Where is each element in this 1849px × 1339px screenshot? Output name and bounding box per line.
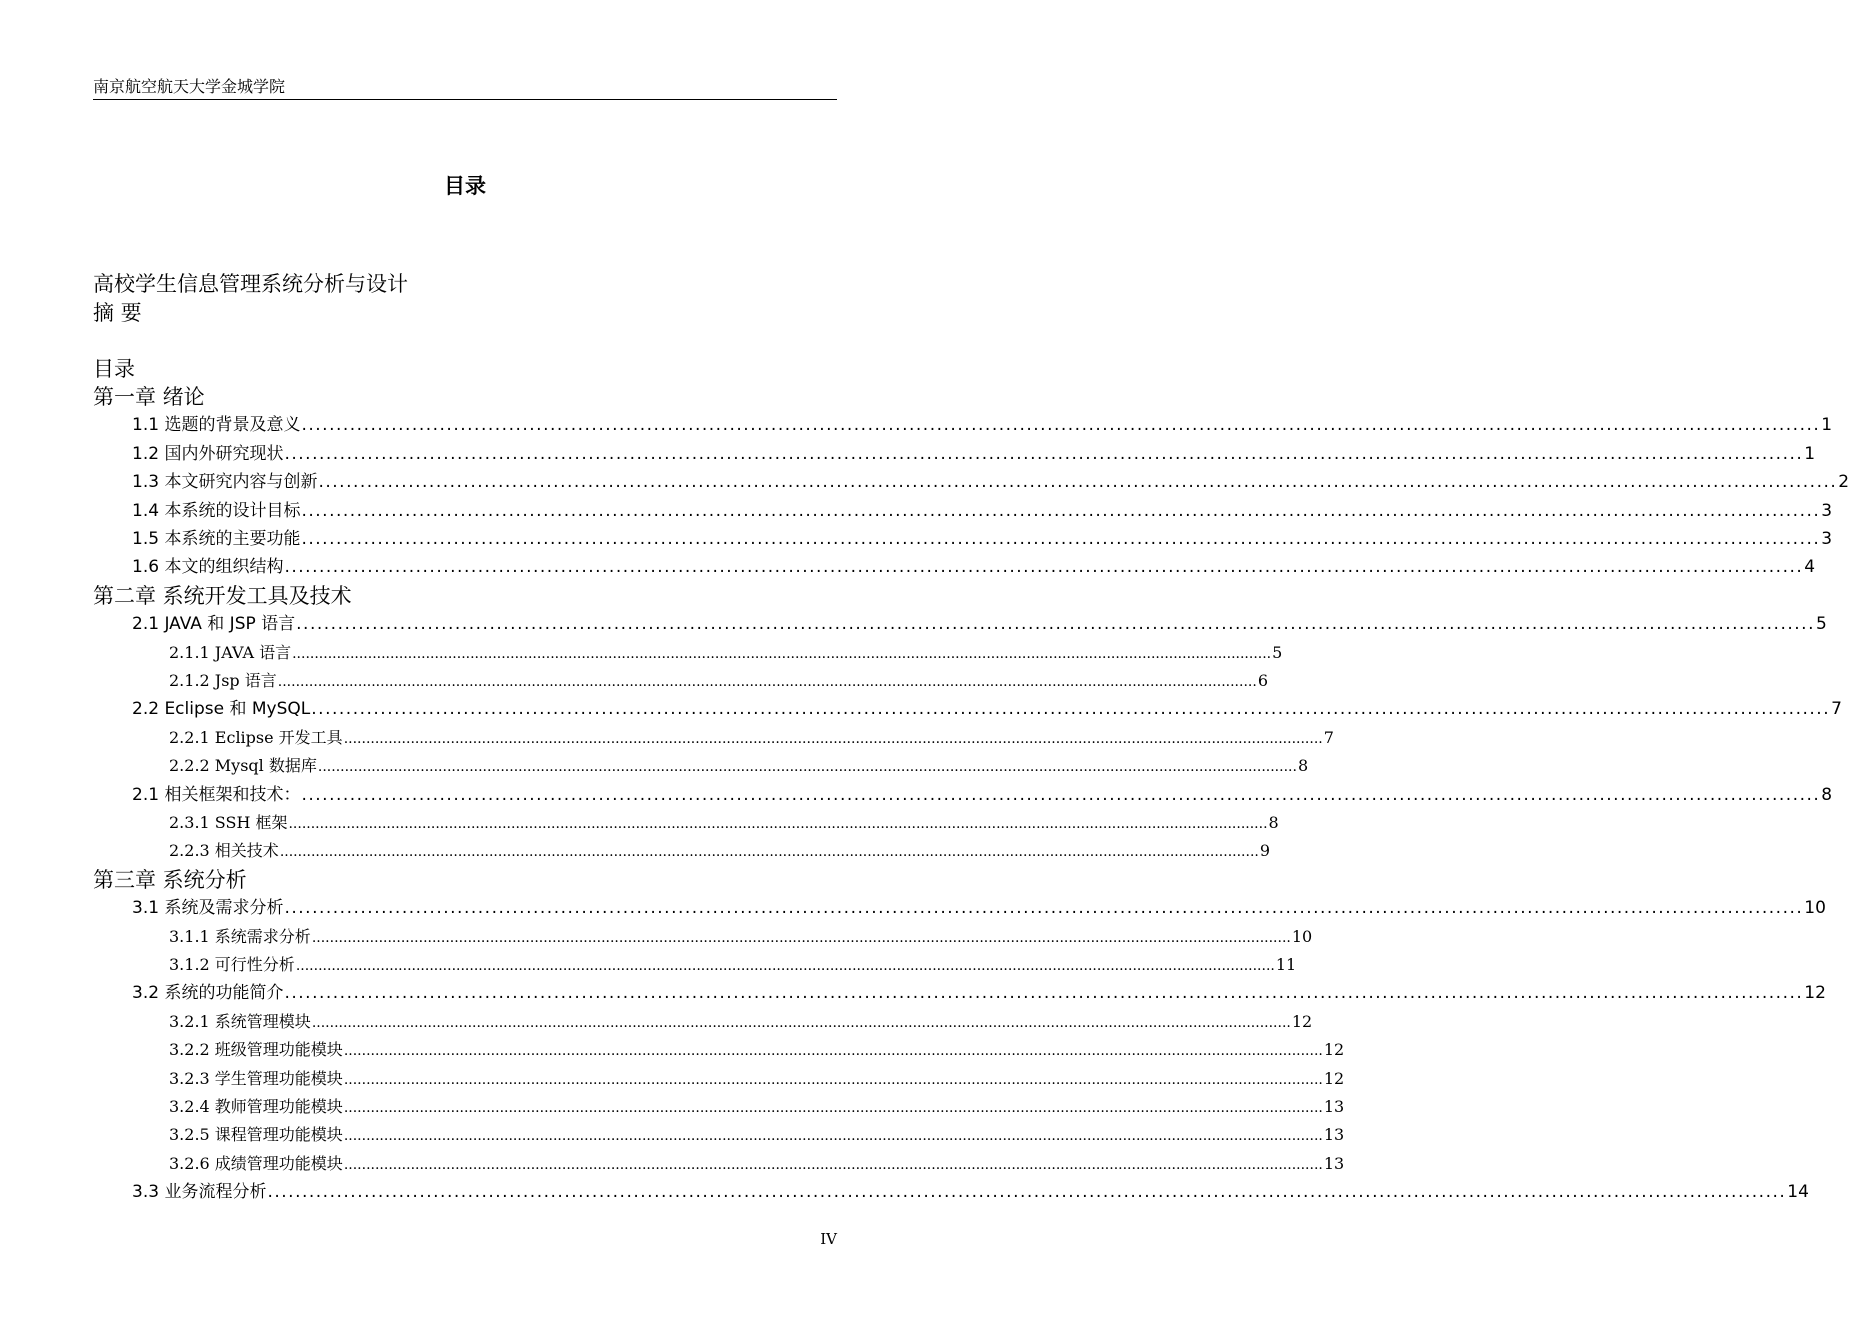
toc-section[interactable] [132, 468, 1849, 496]
toc-page-number: 6 [1257, 671, 1268, 690]
toc-entry-label: 3.2.5 课程管理功能模块 [169, 1125, 343, 1145]
toc-dot-leader: ............................................................................................................................................................................................................................ [295, 958, 1275, 974]
page-title: 目录 [444, 174, 486, 198]
toc-page-number: 3 [1821, 500, 1833, 521]
toc-entry-label: 3.3 业务流程分析 [132, 1182, 267, 1203]
toc-page-number: 1 [1804, 443, 1816, 464]
toc-page-number: 14 [1787, 1182, 1809, 1203]
toc-section[interactable] [132, 440, 1816, 468]
toc-dot-leader: ............................................................................................................................................................................................................................ [279, 844, 1259, 861]
toc-dot-leader: ............................................................................................................................................................................................................................ [343, 730, 1323, 747]
toc-dot-leader: ............................................................................................................................................................................................................................ [343, 1100, 1323, 1116]
toc-page-number: 8 [1297, 756, 1309, 776]
header-institution: 南京航空航天大学金城学院 [93, 77, 286, 96]
toc-subsection[interactable] [169, 639, 1283, 668]
toc-page-number: 13 [1323, 1097, 1345, 1116]
toc-entry-label: 3.1 系统及需求分析 [132, 898, 284, 919]
toc-entry-label: 1.4 本系统的设计目标 [132, 500, 301, 521]
toc-dot-leader: ............................................................................................................................................................................................................................ [301, 415, 1821, 436]
toc-entry-label: 2.2.1 Eclipse 开发工具 [169, 727, 343, 747]
toc-subsection[interactable] [169, 724, 1334, 753]
toc-subsection[interactable] [169, 1065, 1345, 1094]
toc-entry-label: 3.2.1 系统管理模块 [169, 1011, 311, 1031]
toc-page-number: 8 [1268, 813, 1279, 832]
toc-dot-leader: ............................................................................................................................................................................................................................ [301, 500, 1821, 521]
toc-page-number: 13 [1323, 1125, 1345, 1145]
abstract-entry[interactable]: 摘 要 [93, 301, 142, 325]
toc-entry-label: 3.2.3 学生管理功能模块 [169, 1068, 343, 1088]
toc-section[interactable] [132, 525, 1833, 553]
toc-subsection[interactable] [169, 809, 1279, 838]
toc-dot-leader: ............................................................................................................................................................................................................................ [317, 759, 1297, 776]
toc-entry-label: 2.1 相关框架和技术： [132, 784, 301, 805]
toc-section[interactable] [132, 1178, 1809, 1206]
toc-subsection[interactable] [169, 667, 1268, 696]
contents-entry[interactable]: 目录 [93, 357, 135, 381]
toc-page-number: 13 [1323, 1153, 1345, 1173]
toc-entry-label: 2.2.3 相关技术 [169, 841, 279, 861]
toc-dot-leader: ............................................................................................................................................................................................................................ [343, 1043, 1323, 1060]
toc-dot-leader: ............................................................................................................................................................................................................................ [301, 784, 1821, 805]
toc-chapter[interactable] [93, 582, 837, 610]
toc-dot-leader: ............................................................................................................................................................................................................................ [343, 1156, 1323, 1173]
toc-entry-label: 3.1.1 系统需求分析 [169, 926, 311, 946]
toc-entry-label: 1.5 本系统的主要功能 [132, 529, 301, 549]
toc-entry-label: 1.6 本文的组织结构 [132, 557, 284, 578]
toc-dot-leader: ............................................................................................................................................................................................................................ [277, 674, 1257, 690]
toc-dot-leader: ............................................................................................................................................................................................................................ [311, 699, 1831, 720]
toc-page-number: 12 [1804, 983, 1826, 1004]
toc-dot-leader: ............................................................................................................................................................................................................................ [284, 557, 1804, 578]
toc-dot-leader: ............................................................................................................................................................................................................................ [343, 1128, 1323, 1145]
toc-section[interactable] [132, 553, 1816, 581]
toc-entry-label: 第一章 绪论 [93, 385, 205, 409]
toc-entry-label: 3.1.2 可行性分析 [169, 955, 295, 974]
toc-entry-label: 3.2.6 成绩管理功能模块 [169, 1153, 343, 1173]
toc-entry-label: 1.3 本文研究内容与创新 [132, 472, 318, 493]
toc-chapter[interactable] [93, 866, 837, 894]
footer-page-number: IV [820, 1230, 837, 1248]
toc-section[interactable] [132, 497, 1833, 525]
toc-dot-leader: ............................................................................................................................................................................................................................ [318, 472, 1838, 493]
toc-page-number: 12 [1291, 1011, 1313, 1031]
toc-page-number: 3 [1821, 529, 1833, 549]
toc-page-number: 12 [1323, 1040, 1345, 1060]
toc-entry-label: 2.1 JAVA 和 JSP 语言 [132, 614, 296, 635]
toc-dot-leader: ............................................................................................................................................................................................................................ [311, 1014, 1291, 1031]
toc-entry-label: 2.2.2 Mysql 数据库 [169, 756, 317, 776]
toc-page-number: 11 [1275, 955, 1297, 974]
toc-subsection[interactable] [169, 1036, 1345, 1065]
toc-entry-label: 2.2 Eclipse 和 MySQL [132, 699, 311, 720]
toc-dot-leader: ............................................................................................................................................................................................................................ [311, 929, 1291, 946]
toc-dot-leader: ............................................................................................................................................................................................................................ [267, 1182, 1787, 1203]
toc-entry-label: 3.2 系统的功能简介 [132, 983, 284, 1004]
toc-entry-label: 2.3.1 SSH 框架 [169, 813, 288, 832]
toc-dot-leader: ............................................................................................................................................................................................................................ [292, 645, 1272, 662]
toc-page-number: 12 [1323, 1068, 1345, 1088]
toc-entry-label: 3.2.4 教师管理功能模块 [169, 1097, 343, 1116]
toc-page-number: 8 [1821, 784, 1833, 805]
toc-entry-label: 2.1.1 JAVA 语言 [169, 642, 292, 662]
toc-subsection[interactable] [169, 752, 1309, 781]
toc-subsection[interactable] [169, 923, 1313, 952]
toc-entry-label: 1.2 国内外研究现状 [132, 443, 284, 464]
toc-chapter[interactable] [93, 383, 837, 411]
toc-entry-label: 第二章 系统开发工具及技术 [93, 583, 352, 608]
toc-dot-leader: ............................................................................................................................................................................................................................ [284, 983, 1804, 1004]
toc-subsection[interactable] [169, 951, 1297, 980]
toc-dot-leader: ............................................................................................................................................................................................................................ [284, 898, 1804, 919]
toc-page-number: 5 [1272, 642, 1283, 662]
toc-entry-label: 2.1.2 Jsp 语言 [169, 671, 277, 690]
toc-page-number: 5 [1815, 614, 1827, 635]
toc-section[interactable] [132, 610, 1827, 638]
toc-section[interactable] [132, 979, 1826, 1007]
toc-dot-leader: ............................................................................................................................................................................................................................ [343, 1071, 1323, 1088]
toc-subsection[interactable] [169, 1150, 1345, 1179]
toc-dot-leader: ............................................................................................................................................................................................................................ [288, 816, 1268, 832]
toc-dot-leader: ............................................................................................................................................................................................................................ [284, 443, 1804, 464]
toc-page-number: 7 [1831, 699, 1842, 720]
toc-entry-label: 第三章 系统分析 [93, 867, 247, 892]
toc-section[interactable] [132, 411, 1833, 439]
toc-section[interactable] [132, 781, 1833, 809]
toc-page-number: 10 [1291, 926, 1313, 946]
toc-page-number: 1 [1821, 415, 1833, 436]
toc-subsection[interactable] [169, 1008, 1313, 1037]
toc-page-number: 4 [1804, 557, 1816, 578]
toc-page-number: 9 [1259, 841, 1271, 861]
header-divider [93, 99, 837, 100]
toc-subsection[interactable] [169, 1121, 1345, 1150]
toc-entry-label: 3.2.2 班级管理功能模块 [169, 1040, 343, 1060]
toc-subsection[interactable] [169, 1093, 1345, 1122]
toc-section[interactable] [132, 894, 1826, 922]
toc-dot-leader: ............................................................................................................................................................................................................................ [296, 614, 1815, 635]
thesis-title-entry[interactable]: 高校学生信息管理系统分析与设计 [93, 272, 408, 296]
toc-dot-leader: ............................................................................................................................................................................................................................ [301, 529, 1821, 549]
toc-subsection[interactable] [169, 837, 1271, 866]
toc-page-number: 10 [1804, 898, 1826, 919]
toc-section[interactable] [132, 695, 1842, 723]
toc-entry-label: 1.1 选题的背景及意义 [132, 415, 301, 436]
toc-page-number: 2 [1838, 472, 1849, 493]
toc-page-number: 7 [1323, 727, 1334, 747]
